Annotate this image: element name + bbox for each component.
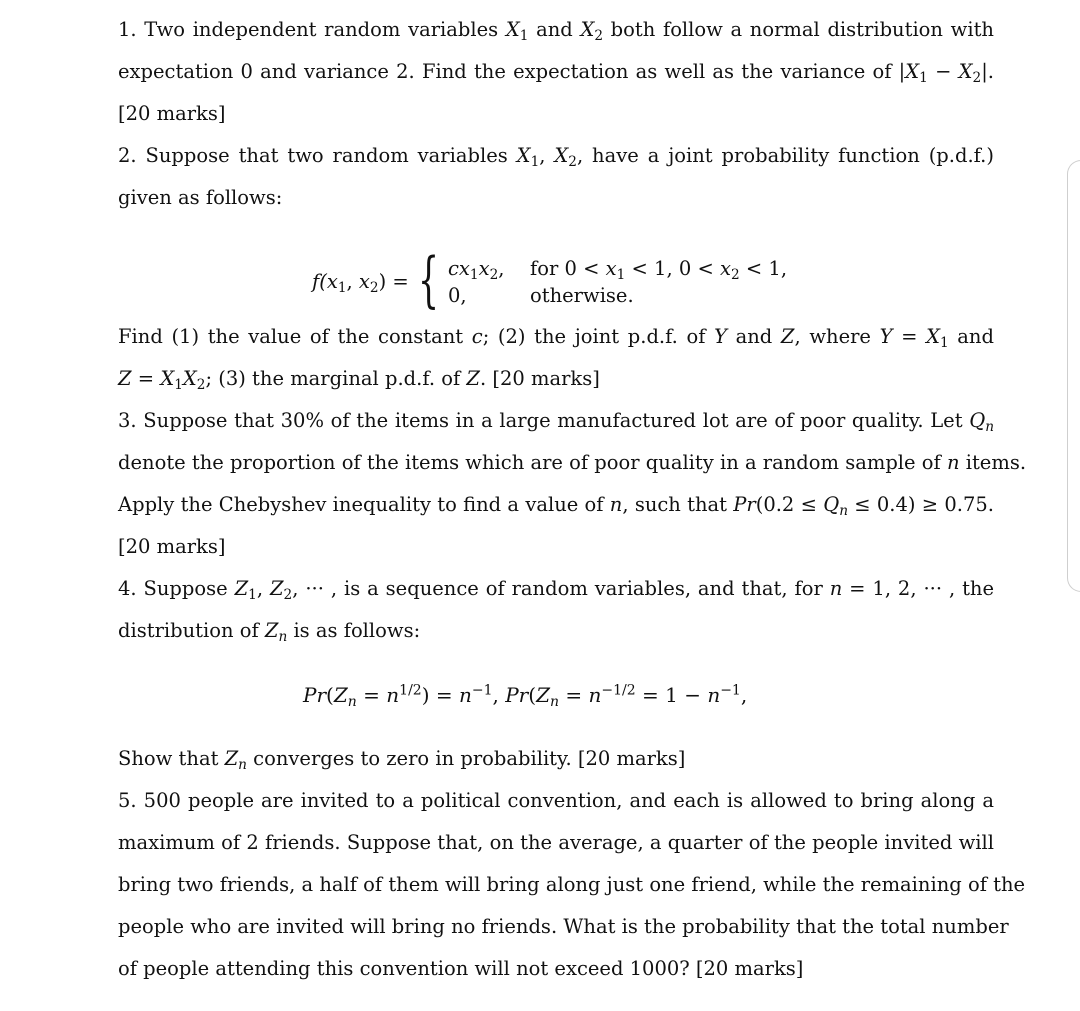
q1-line-2: expectation 0 and variance 2. Find the expectation as well as the variance of |X1 − X2|. [118,60,994,86]
q2-case-2-condition: otherwise. [530,284,634,307]
q3-marks: [20 marks] [118,535,226,558]
q5-line-4: people who are invited will bring no friends. What is the probability that the total number [118,915,1009,938]
q2-brace: { [418,245,440,315]
q2-line-3: Find (1) the value of the constant c; (2) the joint p.d.f. of Y and Z, where Y = X1 and [118,325,994,351]
q4-distribution-equation: $Pr(Zn = n^{1/2}) = n^{-1}$, $Pr(Zn = n^{-1/2} = 1 - n^{-1}$, [303,682,748,710]
q2-line-4: Z = X1X2; (3) the marginal p.d.f. of Z. [20 marks] [118,367,600,393]
q5-line-5: of people attending this convention will not exceed 1000? [20 marks] [118,957,804,980]
q3-line-2: denote the proportion of the items which are of poor quality in a random sample of n items. [118,451,1027,474]
q3-line-1: 3. Suppose that 30% of the items in a large manufactured lot are of poor quality. Let Qn [118,409,994,435]
q2-line-1: 2. Suppose that two random variables X1, X2, have a joint probability function (p.d.f.) [118,144,994,170]
q4-line-1: 4. Suppose Z1, Z2, ··· , is a sequence of random variables, and that, for n = 1, 2, ··· , the [118,577,995,603]
q5-line-1: 5. 500 people are invited to a political convention, and each is allowed to bring along a [118,789,994,812]
q4-line-3: Show that Zn converges to zero in probability. [20 marks] [118,747,686,773]
q2-case-1-expr: cx1x2, [448,257,505,283]
q5-line-2: maximum of 2 friends. Suppose that, on the average, a quarter of the people invited will [118,831,994,854]
q2-case-2-expr: 0, [448,284,467,307]
q3-line-3: Apply the Chebyshev inequality to find a value of n, such that Pr(0.2 ≤ Qn ≤ 0.4) ≥ 0.75. [118,493,994,519]
q5-line-3: bring two friends, a half of them will bring along just one friend, while the remaining of the [118,873,1026,896]
scrollbar[interactable] [1067,160,1080,592]
q1-marks: [20 marks] [118,102,226,125]
q2-function-lhs: f(x1, x2) = [312,270,409,296]
q2-case-1-condition: for 0 < x1 < 1, 0 < x2 < 1, [530,257,788,283]
q2-line-2: given as follows: [118,186,283,209]
q1-line-1: 1. Two independent random variables X1 and X2 both follow a normal distribution with [118,18,994,44]
q4-line-2: distribution of Zn is as follows: [118,619,421,645]
